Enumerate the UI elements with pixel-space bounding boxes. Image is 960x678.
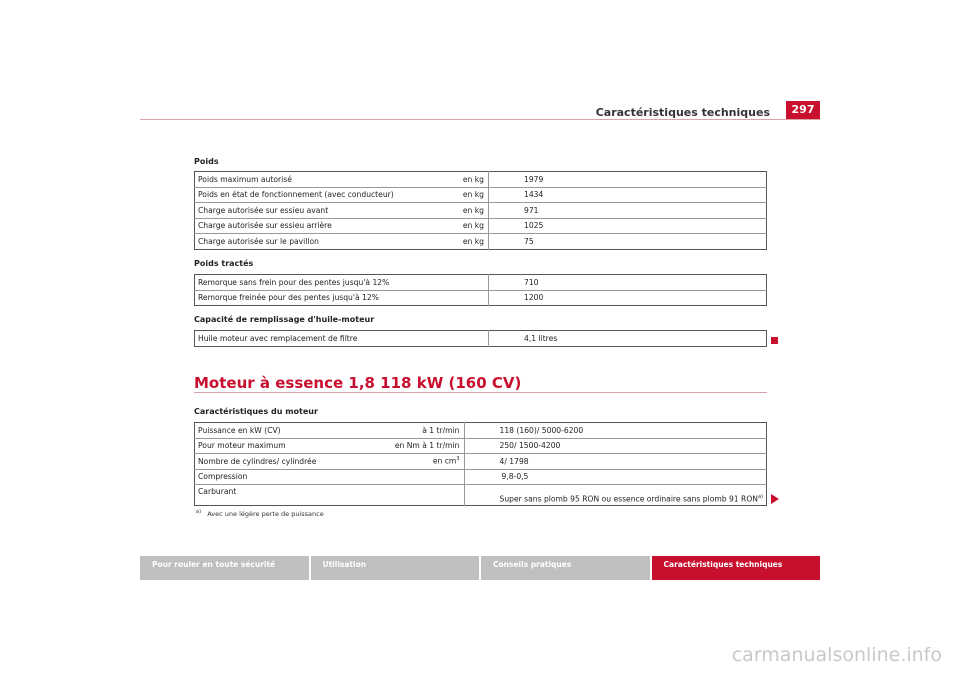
- page-number: 297: [786, 101, 820, 119]
- row-label: Charge autorisée sur essieu avant: [195, 203, 402, 219]
- table-row: [195, 275, 767, 291]
- row-unit: [401, 290, 489, 306]
- row-unit: à 1 tr/min: [380, 423, 464, 439]
- row-unit: en Nm à 1 tr/min: [380, 438, 464, 454]
- row-value: [464, 485, 767, 506]
- footnote-ref: a): [757, 494, 763, 501]
- row-value: 4,1 litres: [489, 331, 767, 347]
- row-label: Huile moteur avec remplacement de filtre: [198, 333, 358, 343]
- table-row: [195, 290, 767, 306]
- row-value: 118 (160)/ 5000-6200: [464, 423, 767, 439]
- row-unit: en kg: [401, 172, 489, 188]
- row-label: Charge autorisée sur essieu arrière: [195, 218, 402, 234]
- table-row: [195, 172, 767, 188]
- row-label: Carburant: [198, 487, 237, 496]
- row-unit: [380, 485, 464, 506]
- row-unit: [401, 275, 489, 291]
- table-row: [195, 485, 767, 506]
- row-unit: [380, 454, 464, 470]
- tab-practical-tips[interactable]: Conseils pratiques: [481, 556, 650, 580]
- section-rule: [194, 392, 767, 393]
- section-title: Moteur à essence 1,8 118 kW (160 CV): [194, 374, 522, 392]
- table-row: [195, 203, 767, 219]
- tab-technical-data[interactable]: Caractéristiques techniques: [652, 556, 821, 580]
- header-title: Caractéristiques techniques: [595, 106, 770, 119]
- footnote-marker: a): [196, 509, 202, 515]
- tab-safety[interactable]: Pour rouler en toute sécurité: [140, 556, 309, 580]
- table-row: [195, 469, 767, 485]
- continue-arrow-icon: [771, 494, 779, 504]
- table-row: [195, 218, 767, 234]
- tab-operation[interactable]: Utilisation: [311, 556, 480, 580]
- row-label: Nombre de cylindres/ cylindrée: [195, 454, 381, 470]
- footnote: [196, 509, 324, 518]
- row-value: 971: [489, 203, 767, 219]
- table-row: [195, 187, 767, 203]
- watermark: carmanualsonline.info: [731, 644, 942, 666]
- header-rule: [140, 119, 820, 120]
- row-unit: en kg: [401, 218, 489, 234]
- value-text: Super sans plomb 95 RON ou essence ordinaire sans plomb 91 RON: [499, 495, 758, 504]
- row-label: Compression: [195, 469, 381, 485]
- footnote-text: Avec une légère perte de puissance: [207, 510, 324, 519]
- row-value: 1025: [489, 218, 767, 234]
- row-label: Pour moteur maximum: [195, 438, 381, 454]
- unit-text: en cm: [432, 457, 457, 467]
- row-unit: en kg: [401, 187, 489, 203]
- weights-table: [194, 171, 767, 250]
- row-label: Charge autorisée sur le pavillon: [198, 236, 319, 246]
- row-value: 75: [489, 234, 767, 250]
- row-value: 1979: [489, 172, 767, 188]
- row-unit: [401, 331, 489, 347]
- row-label: Puissance en kW (CV): [195, 423, 381, 439]
- row-label: Remorque freinée pour des pentes jusqu'à 12%: [198, 293, 379, 303]
- section-end-marker: [771, 337, 778, 344]
- row-value: 4/ 1798: [464, 454, 767, 470]
- oil-table: [194, 330, 767, 347]
- table-row: [195, 454, 767, 470]
- row-value: 1200: [489, 290, 767, 306]
- table-row: [195, 423, 767, 439]
- oil-heading: Capacité de remplissage d'huile-moteur: [194, 315, 375, 324]
- table-row: [195, 234, 767, 250]
- row-unit: en kg: [462, 236, 484, 246]
- row-value: 1434: [489, 187, 767, 203]
- row-label: Poids en état de fonctionnement (avec conducteur): [195, 187, 402, 203]
- row-value: 250/ 1500-4200: [464, 438, 767, 454]
- row-label: Poids maximum autorisé: [195, 172, 402, 188]
- row-unit: en kg: [401, 203, 489, 219]
- engine-heading: Caractéristiques du moteur: [194, 407, 318, 416]
- row-unit: [380, 469, 464, 485]
- chapter-nav: [140, 556, 820, 580]
- weights-heading: Poids: [194, 157, 219, 166]
- towed-heading: Poids tractés: [194, 259, 254, 268]
- row-value: 710: [489, 275, 767, 291]
- engine-table: [194, 422, 767, 506]
- row-label: Remorque sans frein pour des pentes jusqu'à 12%: [195, 275, 402, 291]
- unit-superscript: 3: [456, 456, 460, 463]
- table-row: [195, 438, 767, 454]
- table-row: [195, 331, 767, 347]
- towed-table: [194, 274, 767, 306]
- row-value: 9,8-0,5: [464, 469, 767, 485]
